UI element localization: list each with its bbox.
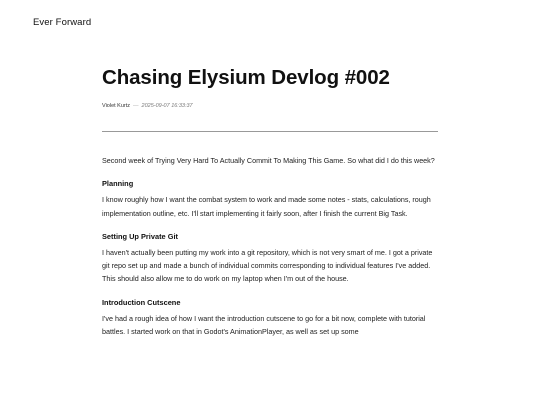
section-body-planning: I know roughly how I want the combat system to work and made some notes - stats, calculations, rough implementation outline, etc. I'll start implementing it fairly soon, after I finish the current Big Task.: [102, 195, 431, 218]
section-heading-private-git: Setting Up Private Git: [102, 231, 178, 241]
section-body-intro-cutscene: I've had a rough idea of how I want the introduction cutscene to go for a bit now, complete with tutorial battles. I started work on that in Godot's AnimationPlayer, as well as set up some: [102, 313, 426, 337]
meta-separator: —: [133, 103, 139, 109]
post-meta: [102, 102, 438, 110]
divider: [102, 131, 438, 132]
section-body-private-git: I haven't actually been putting my work into a git repository, which is not very smart of me. I got a private git repo set up and made a bunch of individual commits corresponding to individual features I've added. This should also allow me to do work on my laptop when I'm out of the house.: [102, 247, 433, 284]
article: [102, 64, 438, 349]
section-heading-intro-cutscene: Introduction Cutscene: [102, 297, 181, 307]
post-date: 2025-09-07 16:33:37: [141, 103, 193, 109]
post-title: Chasing Elysium Devlog #002: [102, 66, 390, 89]
site-title-link[interactable]: Ever Forward: [33, 17, 92, 28]
post-author: Violet Kurtz: [102, 103, 131, 109]
intro-paragraph: Second week of Trying Very Hard To Actually Commit To Making This Game. So what did I do this week?: [102, 156, 435, 165]
section-heading-planning: Planning: [102, 179, 134, 189]
post-content: [102, 154, 438, 338]
